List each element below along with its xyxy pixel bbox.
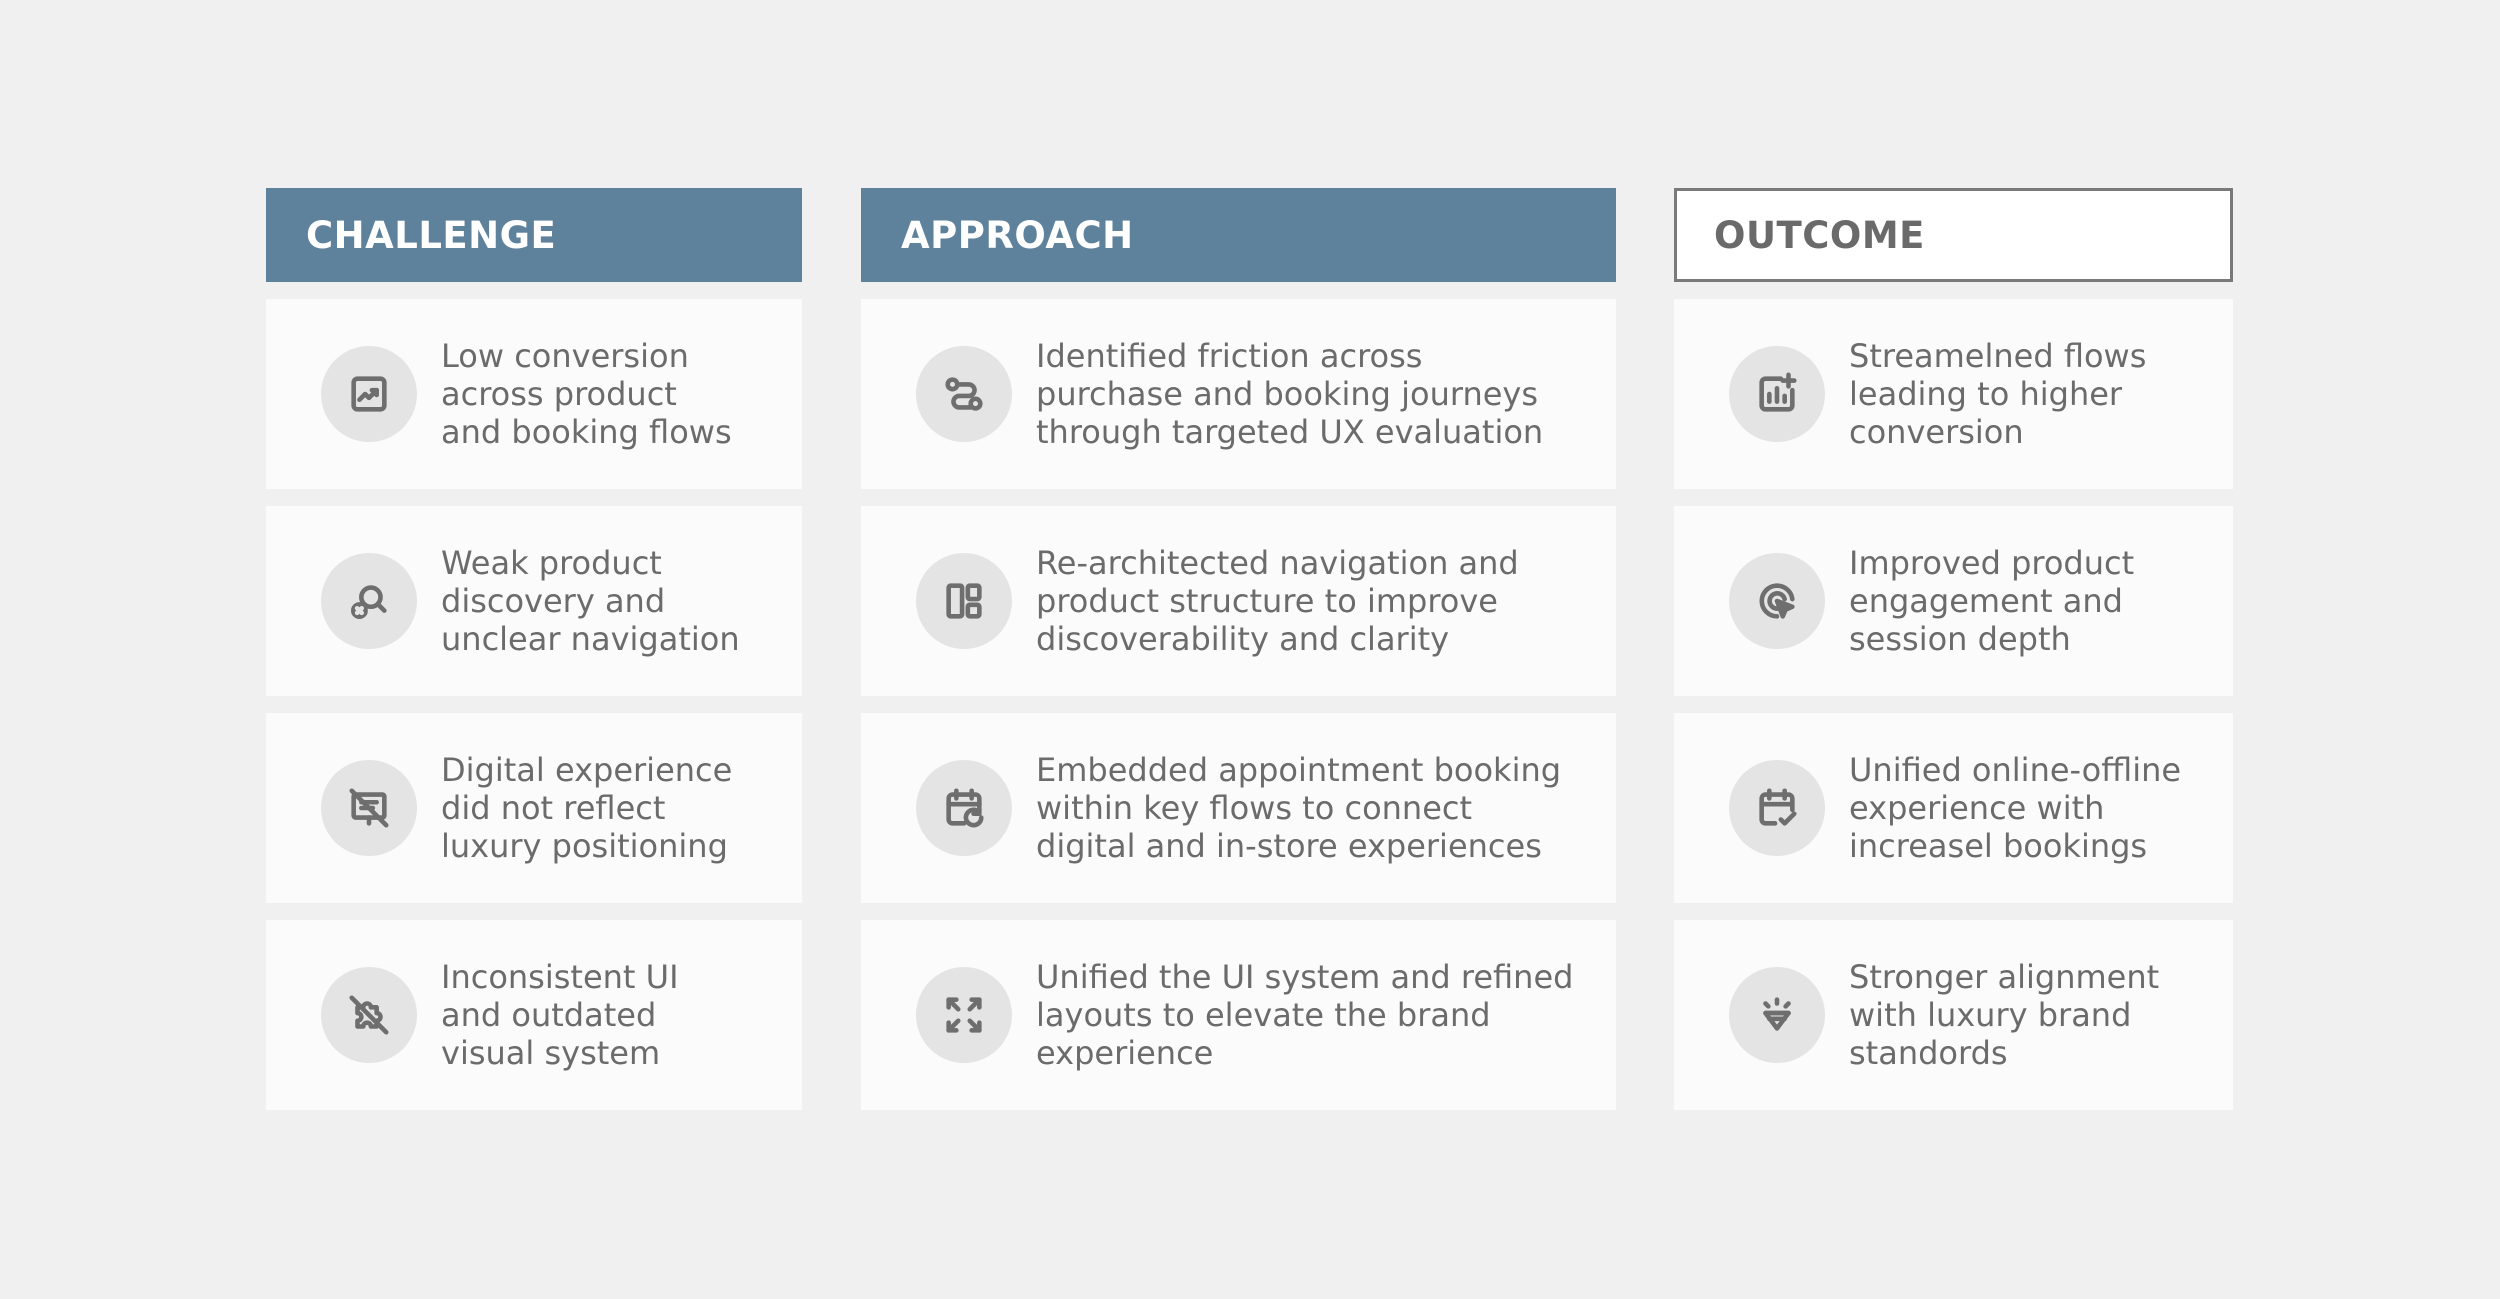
calendar-check-icon: [1729, 760, 1825, 856]
approach-card: [861, 506, 1616, 696]
card-text: Embedded appointment booking within key flows to connect digital and in-store experiences: [1036, 751, 1562, 865]
approach-column: [861, 188, 1616, 1110]
card-text: Re-architected navigation and product structure to improve discoverability and clarity: [1036, 544, 1519, 658]
approach-header: APPROACH: [861, 188, 1616, 282]
card-text: Streamelned flows leading to higher conversion: [1849, 337, 2147, 451]
card-text: Weak product discovery and unclear navigation: [441, 544, 740, 658]
card-text: Stronger alignment with luxury brand standords: [1849, 958, 2160, 1072]
challenge-card: [266, 506, 802, 696]
challenge-card: [266, 920, 802, 1110]
card-text: Unified the UI system and refined layouts to elevate the brand experience: [1036, 958, 1574, 1072]
challenge-column: [266, 188, 802, 1110]
outcome-card: [1674, 713, 2233, 903]
card-text: Low conversion across product and booking flows: [441, 337, 732, 451]
route-icon: [916, 346, 1012, 442]
click-target-icon: [1729, 553, 1825, 649]
puzzle-off-icon: [321, 967, 417, 1063]
layout-icon: [916, 553, 1012, 649]
card-text: Digital experience did not reflect luxury positioning: [441, 751, 733, 865]
chart-add-icon: [1729, 346, 1825, 442]
slideshow-off-icon: [321, 760, 417, 856]
calendar-refresh-icon: [916, 760, 1012, 856]
card-text: Unified online-offline experience with increasel bookings: [1849, 751, 2182, 865]
outcome-card: [1674, 506, 2233, 696]
card-text: Inconsistent UI and outdated visual system: [441, 958, 679, 1072]
challenge-card: [266, 713, 802, 903]
diamond-icon: [1729, 967, 1825, 1063]
card-text: Improved product engagement and session depth: [1849, 544, 2135, 658]
chart-trend-icon: [321, 346, 417, 442]
outcome-card: [1674, 920, 2233, 1110]
approach-card: [861, 713, 1616, 903]
focus-expand-icon: [916, 967, 1012, 1063]
card-text: Identified friction across purchase and booking journeys through targeted UX evaluation: [1036, 337, 1544, 451]
outcome-column: [1674, 188, 2233, 1110]
approach-card: [861, 920, 1616, 1110]
search-error-icon: [321, 553, 417, 649]
outcome-header: OUTCOME: [1674, 188, 2233, 282]
approach-card: [861, 299, 1616, 489]
challenge-card: [266, 299, 802, 489]
outcome-card: [1674, 299, 2233, 489]
challenge-header: CHALLENGE: [266, 188, 802, 282]
